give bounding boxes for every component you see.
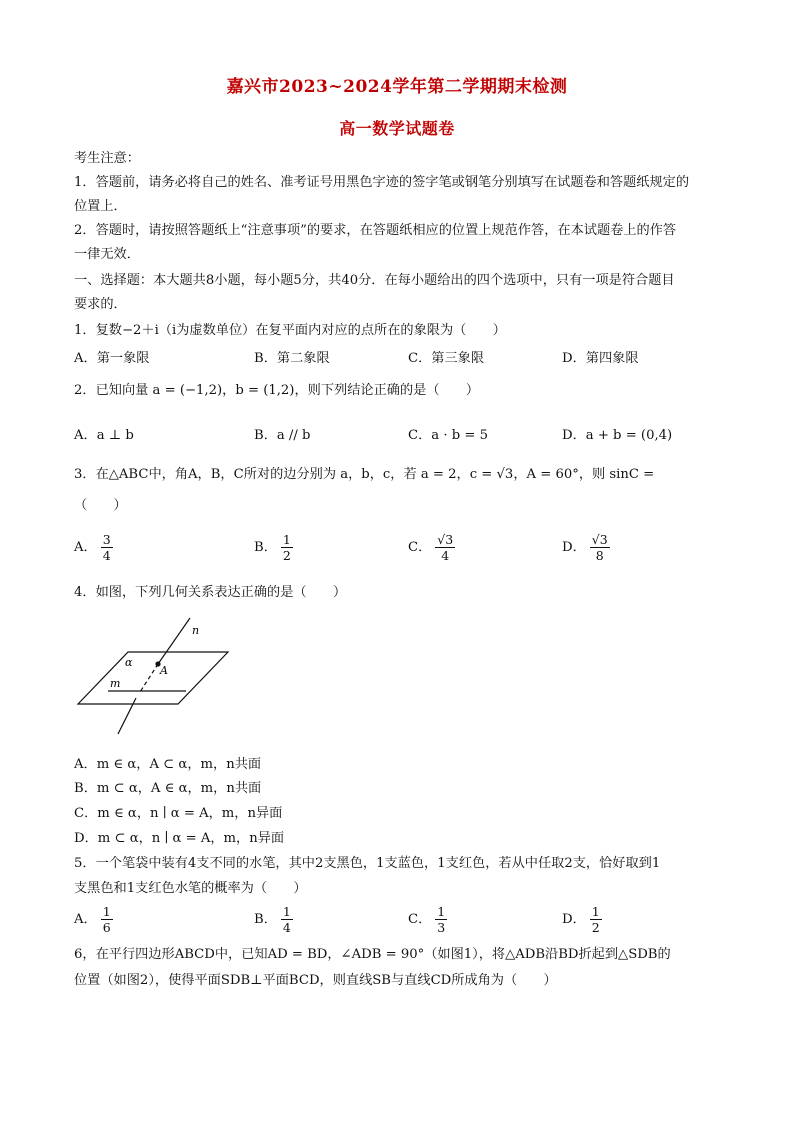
section1-line2: 要求的．	[74, 297, 127, 312]
fraction-denominator: 8	[595, 548, 604, 563]
section1-line1: 一、选择题：本大题共8小题，每小题5分，共40分．在每小题给出的四个选项中，只有一项是符合题目	[74, 273, 675, 288]
q3-option-a-fraction	[101, 532, 113, 563]
q4-option-d: D．m ⊂ α，n ∣ α = A，m，n异面	[74, 831, 285, 846]
q2-options	[74, 424, 734, 446]
q5-option-a	[74, 904, 113, 935]
q5-option-c-fraction	[435, 904, 447, 935]
q5-option-d-label: D．	[562, 912, 586, 927]
q4-plane-line-figure	[70, 612, 250, 742]
fraction-denominator: 4	[282, 920, 291, 935]
q3-option-d	[562, 532, 610, 563]
line-n-hidden	[140, 664, 158, 692]
q1-options	[74, 347, 734, 369]
q3-option-a-label: A．	[74, 540, 97, 555]
q5-option-d-fraction	[590, 904, 602, 935]
fraction-denominator: 4	[102, 548, 111, 563]
q6-stem-line1: 6，在平行四边形ABCD中，已知AD = BD，∠ADB = 90°（如图1），将△ADB沿BD折起到△SDB的	[74, 947, 671, 962]
q6-stem-line2: 位置（如图2），使得平面SDB⊥平面BCD，则直线SB与直线CD所成角为（ ）	[74, 973, 557, 988]
q3-option-a	[74, 532, 113, 563]
q2-option-d: D．a + b = (0,4)	[562, 428, 673, 443]
fraction-numerator: √3	[437, 532, 454, 547]
q3-stem-line1: 3．在△ABC中，角A，B，C所对的边分别为 a，b，c，若 a = 2，c = √3，A = 60°，则 sinC =	[74, 467, 655, 482]
q4-option-b: B．m ⊂ α，A ∈ α，m，n共面	[74, 781, 262, 796]
exam-subtitle: 高一数学试题卷	[339, 119, 455, 138]
notice-item2-line2: 一律无效．	[74, 247, 140, 262]
exam-title: 嘉兴市2023~2024学年第二学期期末检测	[226, 77, 568, 97]
plane-alpha-outline	[78, 652, 228, 704]
q3-option-d-label: D．	[562, 540, 586, 555]
q2-option-a: A．a ⊥ b	[74, 428, 134, 443]
q5-option-b-label: B．	[254, 912, 277, 927]
q4-option-c: C．m ∈ α，n ∣ α = A，m，n异面	[74, 806, 283, 821]
q3-option-c	[408, 532, 455, 563]
notice-heading: 考生注意：	[74, 151, 140, 166]
notice-item1-line2: 位置上．	[74, 199, 127, 214]
fraction-numerator: 1	[591, 904, 600, 919]
fraction-numerator: 1	[102, 904, 111, 919]
label-n: n	[192, 624, 200, 637]
notice-item2-line1: 2．答题时，请按照答题纸上“注意事项”的要求，在答题纸相应的位置上规范作答，在本试题卷上的作答	[74, 223, 677, 238]
fraction-numerator: 1	[437, 904, 446, 919]
q2-option-b: B．a // b	[254, 428, 311, 443]
q3-option-c-label: C．	[408, 540, 432, 555]
q4-stem: 4．如图，下列几何关系表达正确的是（ ）	[74, 585, 347, 600]
q5-option-c-label: C．	[408, 912, 432, 927]
q2-option-c: C．a · b = 5	[408, 428, 488, 443]
q3-stem-line2: （ ）	[74, 498, 127, 513]
q1-option-a: A．第一象限	[74, 351, 150, 366]
fraction-denominator: 4	[441, 548, 450, 563]
fraction-numerator: √3	[591, 532, 608, 547]
q3-option-b-fraction	[281, 532, 293, 563]
fraction-denominator: 2	[591, 920, 600, 935]
notice-item1-line1: 1．答题前，请务必将自己的姓名、准考证号用黑色字迹的签字笔或钢笔分别填写在试题卷和答题纸规定的	[74, 175, 690, 190]
q3-option-d-fraction	[590, 532, 610, 563]
q3-option-b-label: B．	[254, 540, 277, 555]
q4-option-a: A．m ∈ α，A ⊂ α，m，n共面	[74, 757, 262, 772]
q1-option-d: D．第四象限	[562, 351, 639, 366]
q1-option-b: B．第二象限	[254, 351, 330, 366]
q3-options	[74, 532, 734, 572]
fraction-denominator: 2	[282, 548, 291, 563]
label-a: A	[160, 664, 168, 677]
q5-option-c	[408, 904, 447, 935]
line-n-upper	[158, 618, 190, 664]
q5-options	[74, 904, 734, 944]
fraction-numerator: 1	[282, 904, 291, 919]
fraction-numerator: 3	[102, 532, 111, 547]
q3-option-b	[254, 532, 293, 563]
q3-option-c-fraction	[435, 532, 455, 563]
q1-stem: 1．复数−2＋i（i为虚数单位）在复平面内对应的点所在的象限为（ ）	[74, 323, 506, 338]
q2-stem: 2．已知向量 a = (−1,2)，b = (1,2)，则下列结论正确的是（ ）	[74, 383, 480, 398]
q5-option-a-label: A．	[74, 912, 97, 927]
label-m: m	[110, 677, 121, 690]
fraction-numerator: 1	[282, 532, 291, 547]
fraction-denominator: 3	[437, 920, 446, 935]
q5-option-b	[254, 904, 293, 935]
fraction-denominator: 6	[102, 920, 111, 935]
q5-option-d	[562, 904, 602, 935]
q5-option-b-fraction	[281, 904, 293, 935]
q5-option-a-fraction	[101, 904, 113, 935]
label-alpha: α	[125, 656, 133, 669]
q5-stem-line1: 5．一个笔袋中装有4支不同的水笔，其中2支黑色，1支蓝色，1支红色，若从中任取2支，恰好取到1	[74, 856, 661, 871]
q1-option-c: C．第三象限	[408, 351, 485, 366]
q5-stem-line2: 支黑色和1支红色水笔的概率为（ ）	[74, 881, 307, 896]
